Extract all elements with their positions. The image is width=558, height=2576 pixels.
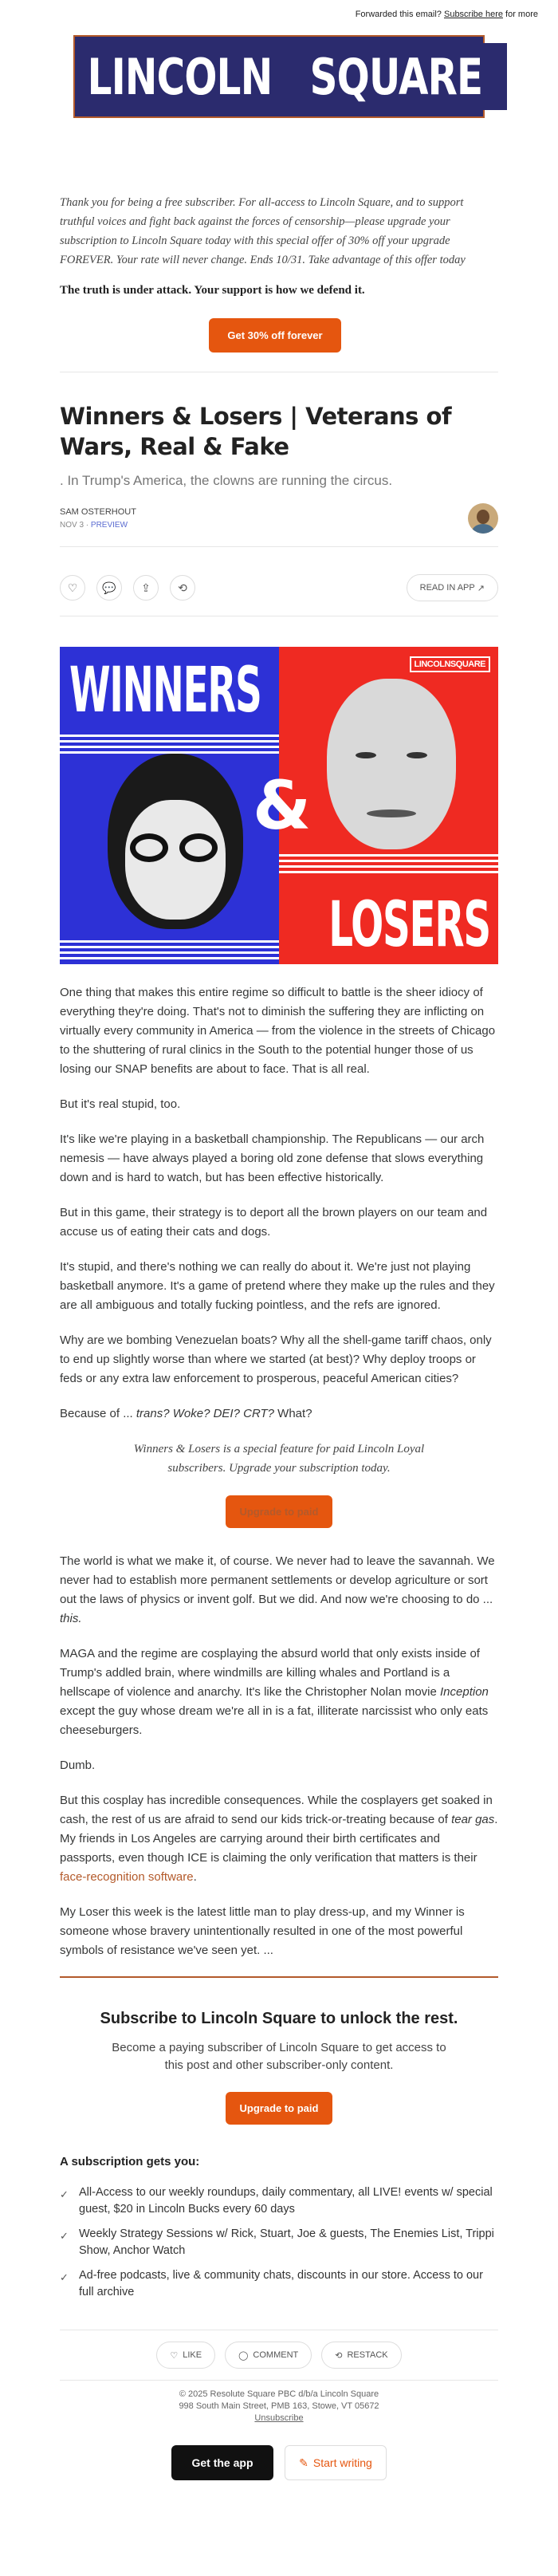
hero-left-panel: WINNERS	[60, 647, 279, 964]
restack-icon: ⟲	[335, 2350, 343, 2361]
app-buttons	[60, 2445, 498, 2480]
list-item: ✓ Ad-free podcasts, live & community chats, discounts in our store. Access to our full archive	[60, 2267, 498, 2301]
promo-tagline: The truth is under attack. Your support is how we defend it.	[60, 284, 365, 297]
comment-icon[interactable]: 💬	[96, 575, 122, 601]
post-actions	[60, 560, 498, 616]
paywall-heading: Subscribe to Lincoln Square to unlock the rest.	[100, 2010, 458, 2027]
pen-icon: ✎	[299, 2456, 308, 2469]
start-writing-button[interactable]: ✎ Start writing	[285, 2445, 387, 2480]
forward-bar: Forwarded this email? Subscribe here for more	[355, 10, 538, 19]
hero-face-left	[108, 754, 243, 929]
post-title[interactable]: Winners & Losers | Veterans of Wars, Real & Fake	[60, 403, 452, 460]
offer-button[interactable]: Get 30% off forever	[209, 318, 341, 353]
author-avatar[interactable]	[468, 503, 498, 534]
unsubscribe-link[interactable]: Unsubscribe	[254, 2413, 304, 2423]
divider	[60, 546, 498, 547]
restack-icon[interactable]: ⟲	[170, 575, 195, 601]
author-name[interactable]: SAM OSTERHOUT	[60, 507, 136, 517]
share-icon[interactable]: ⇪	[133, 575, 159, 601]
subscribe-link[interactable]: Subscribe here	[443, 10, 503, 19]
restack-button[interactable]: ⟲ RESTACK	[321, 2342, 401, 2369]
footer-legal: © 2025 Resolute Square PBC d/b/a Lincoln Square 998 South Main Street, PMB 163, Stowe, VT 05672 Unsubscribe	[60, 2380, 498, 2424]
list-item: ✓ All-Access to our weekly roundups, daily commentary, all LIVE! events w/ special guest, $20 in Lincoln Bucks every 60 days	[60, 2184, 498, 2218]
feature-note: Winners & Losers is a special feature for paid Lincoln Loyal subscribers. Upgrade your subscription today.	[133, 1443, 425, 1475]
promo-text: Thank you for being a free subscriber. For all-access to Lincoln Square, and to support truthful voices and fight back against the forces of censorship—please upgrade your subscription to Lincoln Square today with this special offer of 30% off your upgrade FOREVER. Your rate will never change. Ends 10/31. Take advantage of this offer today	[60, 196, 466, 266]
list-item: ✓ Weekly Strategy Sessions w/ Rick, Stuart, Joe & guests, The Enemies List, Trippi Show, Anchor Watch	[60, 2226, 498, 2259]
post-subtitle: . In Trump's America, the clowns are running the circus.	[60, 473, 393, 488]
read-in-app-button[interactable]: READ IN APP ↗	[407, 574, 498, 601]
footer-actions	[60, 2330, 498, 2369]
get-app-button[interactable]: Get the app	[171, 2445, 273, 2480]
paywall-text: Become a paying subscriber of Lincoln Square to get access to this post and other subscriber-only content.	[112, 2041, 446, 2072]
check-icon: ✓	[60, 2188, 69, 2200]
comment-icon: ◯	[238, 2350, 249, 2361]
comment-button[interactable]: ◯ COMMENT	[225, 2342, 312, 2369]
arrow-up-right-icon: ↗	[477, 583, 485, 593]
upgrade-button[interactable]: Upgrade to paid	[226, 1495, 332, 1528]
lincoln-square-logo[interactable]: LINCOLN SQUARE	[73, 35, 485, 118]
post-date: NOV 3 · PREVIEW	[60, 521, 128, 530]
benefits-list	[60, 2184, 498, 2301]
post-body: One thing that makes this entire regime so difficult to battle is the sheer idiocy of everything they're doing. That's not to diminish the suffering they are inflicting on virtually every community in America — from the violence in the streets of Chicago to the shuttering of rural clinics in the South to the potential hunger those of us losing our SNAP benefits are about to face. That is all real. But it's real stupid, too. It's like we're playing in a basketball championship. The Republicans — our arch nemesis — have always played a boring old zone defense that slows everything down and is hard to watch, but has been effective historically. But in this game, their strategy is to deport all the brown players on our team and accuse us of eating their cats and dogs. It's stupid, and there's nothing we can really do about it. We're just not playing basketball anymore. It's a game of pretend where they make up the rules and they are all ambiguous and totally fucking pointless, and the refs are ignored. Why are we bombing Venezuelan boats? Why all the shell-game tariff chaos, only to end up slightly worse than where we started (at best)? Why deploy troops or feds or any extra law enforcement to prosperous, peaceful American cities? Because of ... trans? Woke? DEI? CRT? What? Winners & Losers is a special feature for paid Lincoln Loyal subscribers. Upgrade your subscription today. Upgrade to paid The world is what we make it, of course. We never had to leave the savannah. We never had to establish more permanent settlements or develop agriculture or sort out the laws of physics or invent golf. But we did. And now we're choosing to do ... this. MAGA and the regime are cosplaying the absurd world that only exists inside of Trump's addled brain, where windmills are killing whales and Portland is a hellscape of violence and anarchy. It's like the Christopher Nolan movie Inception except the guy whose dream we're all in is a fat, illiterate narcissist who only eats cheeseburgers. Dumb. But this cosplay has incredible consequences. While the cosplayers get soaked in cash, the rest of us are afraid to send our kids trick-or-treating because of tear gas. My friends in Los Angeles are carrying around their birth certificates and passports, even though ICE is claiming the only verification that matters is their face-recognition software. My Loser this week is the latest little man to play dress-up, and my Winner is someone whose bravery unintentionally resulted in one of the most powerful symbols of resistance we've seen yet. ...	[60, 986, 498, 1957]
paywall-upgrade-button[interactable]: Upgrade to paid	[226, 2092, 332, 2125]
heart-icon: ♡	[170, 2350, 179, 2361]
like-button[interactable]: ♡ LIKE	[156, 2342, 215, 2369]
paywall-divider	[60, 1976, 498, 1978]
like-icon[interactable]: ♡	[60, 575, 85, 601]
hero-right-panel: LINCOLNSQUARE LOSERS	[279, 647, 498, 964]
check-icon: ✓	[60, 2230, 69, 2242]
hero-face-right	[327, 679, 456, 849]
hero-image[interactable]: WINNERS LINCOLNSQUARE LOSERS &	[60, 647, 498, 964]
check-icon: ✓	[60, 2271, 69, 2283]
benefits-heading: A subscription gets you:	[60, 2155, 200, 2168]
post-meta	[60, 503, 498, 534]
face-recognition-link[interactable]: face-recognition software	[60, 1870, 194, 1884]
